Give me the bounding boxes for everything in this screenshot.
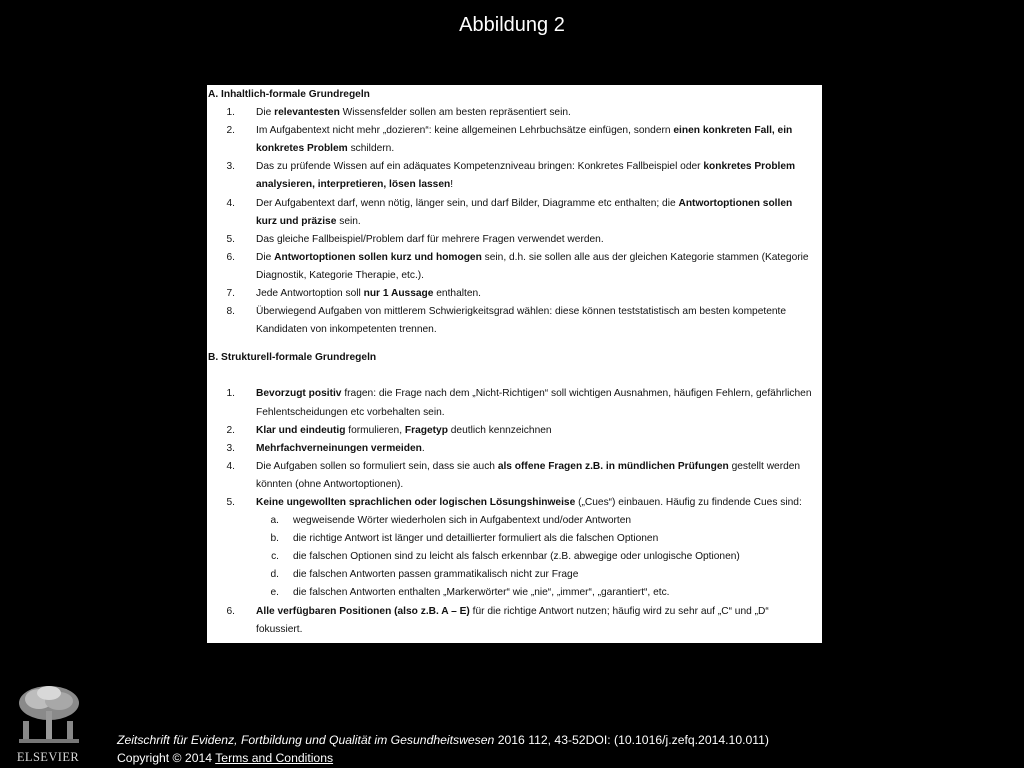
emphasis-text: Fragetyp: [404, 424, 448, 436]
item-number: 2.: [226, 424, 235, 436]
item-text: [256, 494, 814, 512]
citation-footer: [117, 731, 769, 767]
item-text: [256, 104, 814, 122]
text-run: fragen: die Frage nach dem „Nicht-Richtigen“ soll wichtigen Ausnahmen, häufigen Fehlern, gefährlichen Fehlentscheidungen etc vorbehalten sein.: [256, 388, 812, 418]
item-text: [256, 249, 814, 285]
sub-item: [208, 584, 814, 602]
text-run: formulieren,: [345, 424, 405, 436]
sub-item-text: die falschen Antworten passen grammatikalisch nicht zur Frage: [293, 569, 579, 581]
section-a-item: [208, 249, 814, 285]
item-number: 6.: [226, 605, 235, 617]
text-run: sein, d.h. sie sollen alle aus der gleichen Kategorie stammen (Kategorie Diagnostik, Kategorie Therapie, etc.).: [256, 251, 809, 281]
sub-item: [208, 512, 814, 530]
item-number: 5.: [226, 233, 235, 245]
citation-details: 2016 112, 43-52DOI: (10.1016/j.zefq.2014.10.011): [494, 733, 769, 747]
item-text: [256, 303, 814, 339]
elsevier-logo: [9, 681, 87, 765]
item-number: 3.: [226, 161, 235, 173]
emphasis-text: relevantesten: [274, 107, 340, 119]
section-b-list: [208, 385, 814, 638]
item-text: [256, 195, 814, 231]
item-text: [256, 440, 814, 458]
terms-and-conditions-link[interactable]: Terms and Conditions: [215, 751, 334, 765]
emphasis-text: Antwortoptionen sollen kurz und homogen: [274, 251, 482, 263]
text-run: schildern.: [347, 143, 395, 155]
text-run: !: [450, 179, 454, 191]
text-run: Die: [256, 251, 275, 263]
section-b-item: [208, 440, 814, 458]
section-a-item: [208, 285, 814, 303]
text-run: sein.: [336, 215, 361, 227]
item-number: 6.: [226, 251, 235, 263]
section-b-item: [208, 422, 814, 440]
section-b-item: [208, 603, 814, 639]
text-run: .: [421, 442, 425, 454]
item-number: 1.: [226, 388, 235, 400]
section-a-item: [208, 104, 814, 122]
sub-item-text: die falschen Antworten enthalten „Markerwörter“ wie „nie“, „immer“, „garantiert“, etc.: [293, 587, 670, 599]
text-run: Wissensfelder sollen am besten repräsentiert sein.: [339, 107, 571, 119]
sub-item-letter: e.: [270, 587, 279, 599]
emphasis-text: Mehrfachverneinungen vermeiden: [256, 442, 422, 454]
section-a-item: [208, 231, 814, 249]
section-a-heading: A. Inhaltlich-formale Grundregeln: [208, 89, 370, 100]
text-run: Die: [256, 107, 275, 119]
elsevier-logo-text: ELSEVIER: [16, 750, 80, 764]
section-b-item: [208, 494, 814, 512]
item-number: 4.: [226, 460, 235, 472]
text-run: Das zu prüfende Wissen auf ein adäquates Kompetenzniveau bringen: Konkretes Fallbeispiel oder: [256, 161, 704, 173]
section-a-item: [208, 303, 814, 339]
emphasis-text: nur 1 Aussage: [363, 288, 434, 300]
text-run: („Cues“) einbauen. Häufig zu findende Cues sind:: [575, 496, 802, 508]
text-run: Die Aufgaben sollen so formuliert sein, dass sie auch: [256, 460, 498, 472]
emphasis-text: Klar und eindeutig: [256, 424, 346, 436]
item-number: 5.: [226, 496, 235, 508]
emphasis-text: Keine ungewollten sprachlichen oder logischen Lösungshinweise: [256, 496, 576, 508]
text-run: enthalten.: [433, 288, 482, 300]
item-text: [256, 158, 814, 194]
emphasis-text: Alle verfügbaren Positionen (also z.B. A – E): [256, 605, 470, 617]
sub-item: [208, 530, 814, 548]
section-a-item: [208, 158, 814, 194]
text-run: Das gleiche Fallbeispiel/Problem darf für mehrere Fragen verwendet werden.: [256, 233, 604, 245]
section-b-item: [208, 385, 814, 421]
sub-item-letter: b.: [270, 533, 279, 545]
text-run: Der Aufgabentext darf, wenn nötig, länger sein, und darf Bilder, Diagramme etc enthalten; die: [256, 197, 679, 209]
item-text: [256, 285, 814, 303]
citation-line: [117, 731, 769, 749]
section-b-heading: B. Strukturell-formale Grundregeln: [208, 352, 377, 364]
figure-panel: [207, 85, 822, 643]
emphasis-text: Bevorzugt positiv: [256, 388, 342, 400]
emphasis-text: konkretes Problem analysieren, interpretieren, lösen lassen: [256, 161, 796, 191]
sub-item-text: die falschen Optionen sind zu leicht als falsch erkennbar (z.B. abwegige oder unlogische Optionen): [293, 551, 740, 563]
text-run: Im Aufgabentext nicht mehr „dozieren“: keine allgemeinen Lehrbuchsätze einfügen, sondern: [256, 125, 674, 137]
sub-item: [208, 548, 814, 566]
item-number: 8.: [226, 306, 235, 318]
text-run: deutlich kennzeichnen: [447, 424, 552, 436]
copyright-line: [117, 749, 769, 767]
text-run: gestellt werden könnten (ohne Antwortoptionen).: [256, 460, 801, 490]
item-text: [256, 422, 814, 440]
journal-name: Zeitschrift für Evidenz, Fortbildung und Qualität im Gesundheitswesen: [117, 733, 495, 747]
item-number: 1.: [226, 107, 235, 119]
section-b-item: [208, 458, 814, 494]
item-text: [256, 458, 814, 494]
sub-item-letter: a.: [270, 515, 279, 527]
sub-item-letter: c.: [271, 551, 279, 563]
item-text: [256, 603, 814, 639]
text-run: Überwiegend Aufgaben von mittlerem Schwierigkeitsgrad wählen: diese können teststatistisch am besten kompetente Kandidaten von inkompetenten trennen.: [256, 306, 787, 336]
sub-item-text: die richtige Antwort ist länger und detaillierter formuliert als die falschen Optionen: [293, 533, 659, 545]
section-a-item: [208, 195, 814, 231]
text-run: Jede Antwortoption soll: [256, 288, 364, 300]
item-text: [256, 231, 814, 249]
emphasis-text: als offene Fragen z.B. in mündlichen Prüfungen: [497, 460, 729, 472]
section-a-item: [208, 122, 814, 158]
item-number: 7.: [226, 288, 235, 300]
text-run: für die richtige Antwort nutzen; häufig wird zu sehr auf „C“ und „D“ fokussiert.: [256, 605, 769, 635]
item-number: 2.: [226, 125, 235, 137]
sub-item-letter: d.: [270, 569, 279, 581]
emphasis-text: Antwortoptionen sollen kurz und präzise: [256, 197, 793, 227]
copyright-text: Copyright © 2014: [117, 751, 216, 765]
slide-title: Abbildung 2: [459, 14, 565, 36]
item-number: 3.: [226, 442, 235, 454]
item-text: [256, 122, 814, 158]
sub-item-text: wegweisende Wörter wiederholen sich in Aufgabentext und/oder Antworten: [293, 515, 632, 527]
sub-item: [208, 566, 814, 584]
section-a-list: [208, 104, 814, 339]
item-number: 4.: [226, 197, 235, 209]
item-text: [256, 385, 814, 421]
emphasis-text: einen konkreten Fall, ein konkretes Problem: [256, 125, 793, 155]
